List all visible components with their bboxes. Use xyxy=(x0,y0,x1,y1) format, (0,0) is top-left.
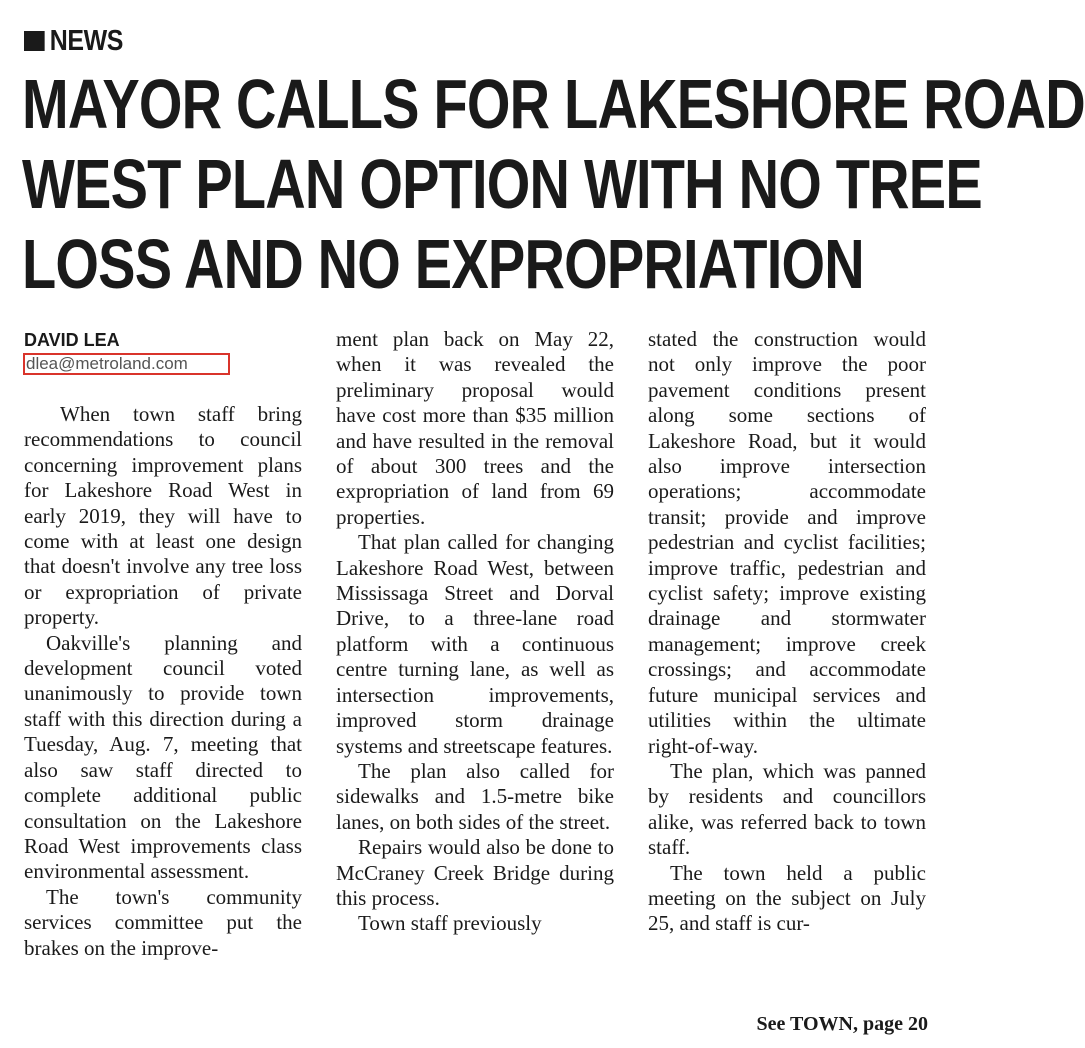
paragraph: The town's community services committee put the brakes on the improve- xyxy=(24,884,302,960)
square-bullet-icon xyxy=(24,31,45,51)
section-label xyxy=(24,24,123,58)
article-column-1 xyxy=(24,402,302,961)
article-column-3 xyxy=(648,327,926,937)
headline-line-2: WEST PLAN OPTION WITH NO TREE xyxy=(22,145,982,223)
paragraph: When town staff bring recommendations to council concerning improvement plans for Lakeshore Road West in early 2019, they will have to come with at least one design that doesn't involve any tree loss or expropriation of private property. xyxy=(24,402,302,630)
section-label-text: NEWS xyxy=(49,24,123,57)
paragraph: Oakville's planning and development council voted unanimously to provide town staff with this direction during a Tuesday, Aug. 7, meeting that also saw staff directed to complete additional public consultation on the Lakeshore Road West improvements class environmental assessment. xyxy=(24,630,302,884)
headline-line-3: LOSS AND NO EXPROPRIATION xyxy=(22,225,864,303)
article-column-2 xyxy=(336,327,614,937)
paragraph: Repairs would also be done to McCraney Creek Bridge during this process. xyxy=(336,835,614,910)
byline-email-link[interactable]: dlea@metroland.com xyxy=(23,353,230,375)
paragraph: The plan, which was panned by residents and councillors alike, was referred back to town staff. xyxy=(648,758,926,860)
paragraph: stated the construction would not only improve the poor pavement conditions present along some sections of Lakeshore Road, but it would also improve intersection operations; accommodate transit; provide and improve pedestrian and cyclist facilities; improve traffic, pedestrian and cyclist safety; improve existing drainage and stormwater management; improve creek crossings; and accommodate future municipal services and utilities within the ultimate right-of-way. xyxy=(648,327,926,758)
paragraph: The town held a public meeting on the subject on July 25, and staff is cur- xyxy=(648,860,926,936)
paragraph: ment plan back on May 22, when it was revealed the preliminary proposal would have cost more than $35 million and have resulted in the removal of about 300 trees and the expropriation of land from 69 properties. xyxy=(336,327,614,529)
continued-on-page-link[interactable]: See TOWN, page 20 xyxy=(756,1013,928,1035)
headline-line-1: MAYOR CALLS FOR LAKESHORE ROAD xyxy=(22,65,1085,143)
paragraph: The plan also called for sidewalks and 1.5-metre bike lanes, on both sides of the street. xyxy=(336,758,614,834)
paragraph: Town staff previously xyxy=(358,911,542,936)
headline xyxy=(22,64,1085,304)
byline-author: DAVID LEA xyxy=(24,330,120,350)
paragraph: That plan called for changing Lakeshore Road West, between Mississaga Street and Dorval Drive, to a three-lane road platform with a continuous centre turning lane, as well as intersection improvements, improved storm drainage systems and streetscape features. xyxy=(336,530,614,758)
